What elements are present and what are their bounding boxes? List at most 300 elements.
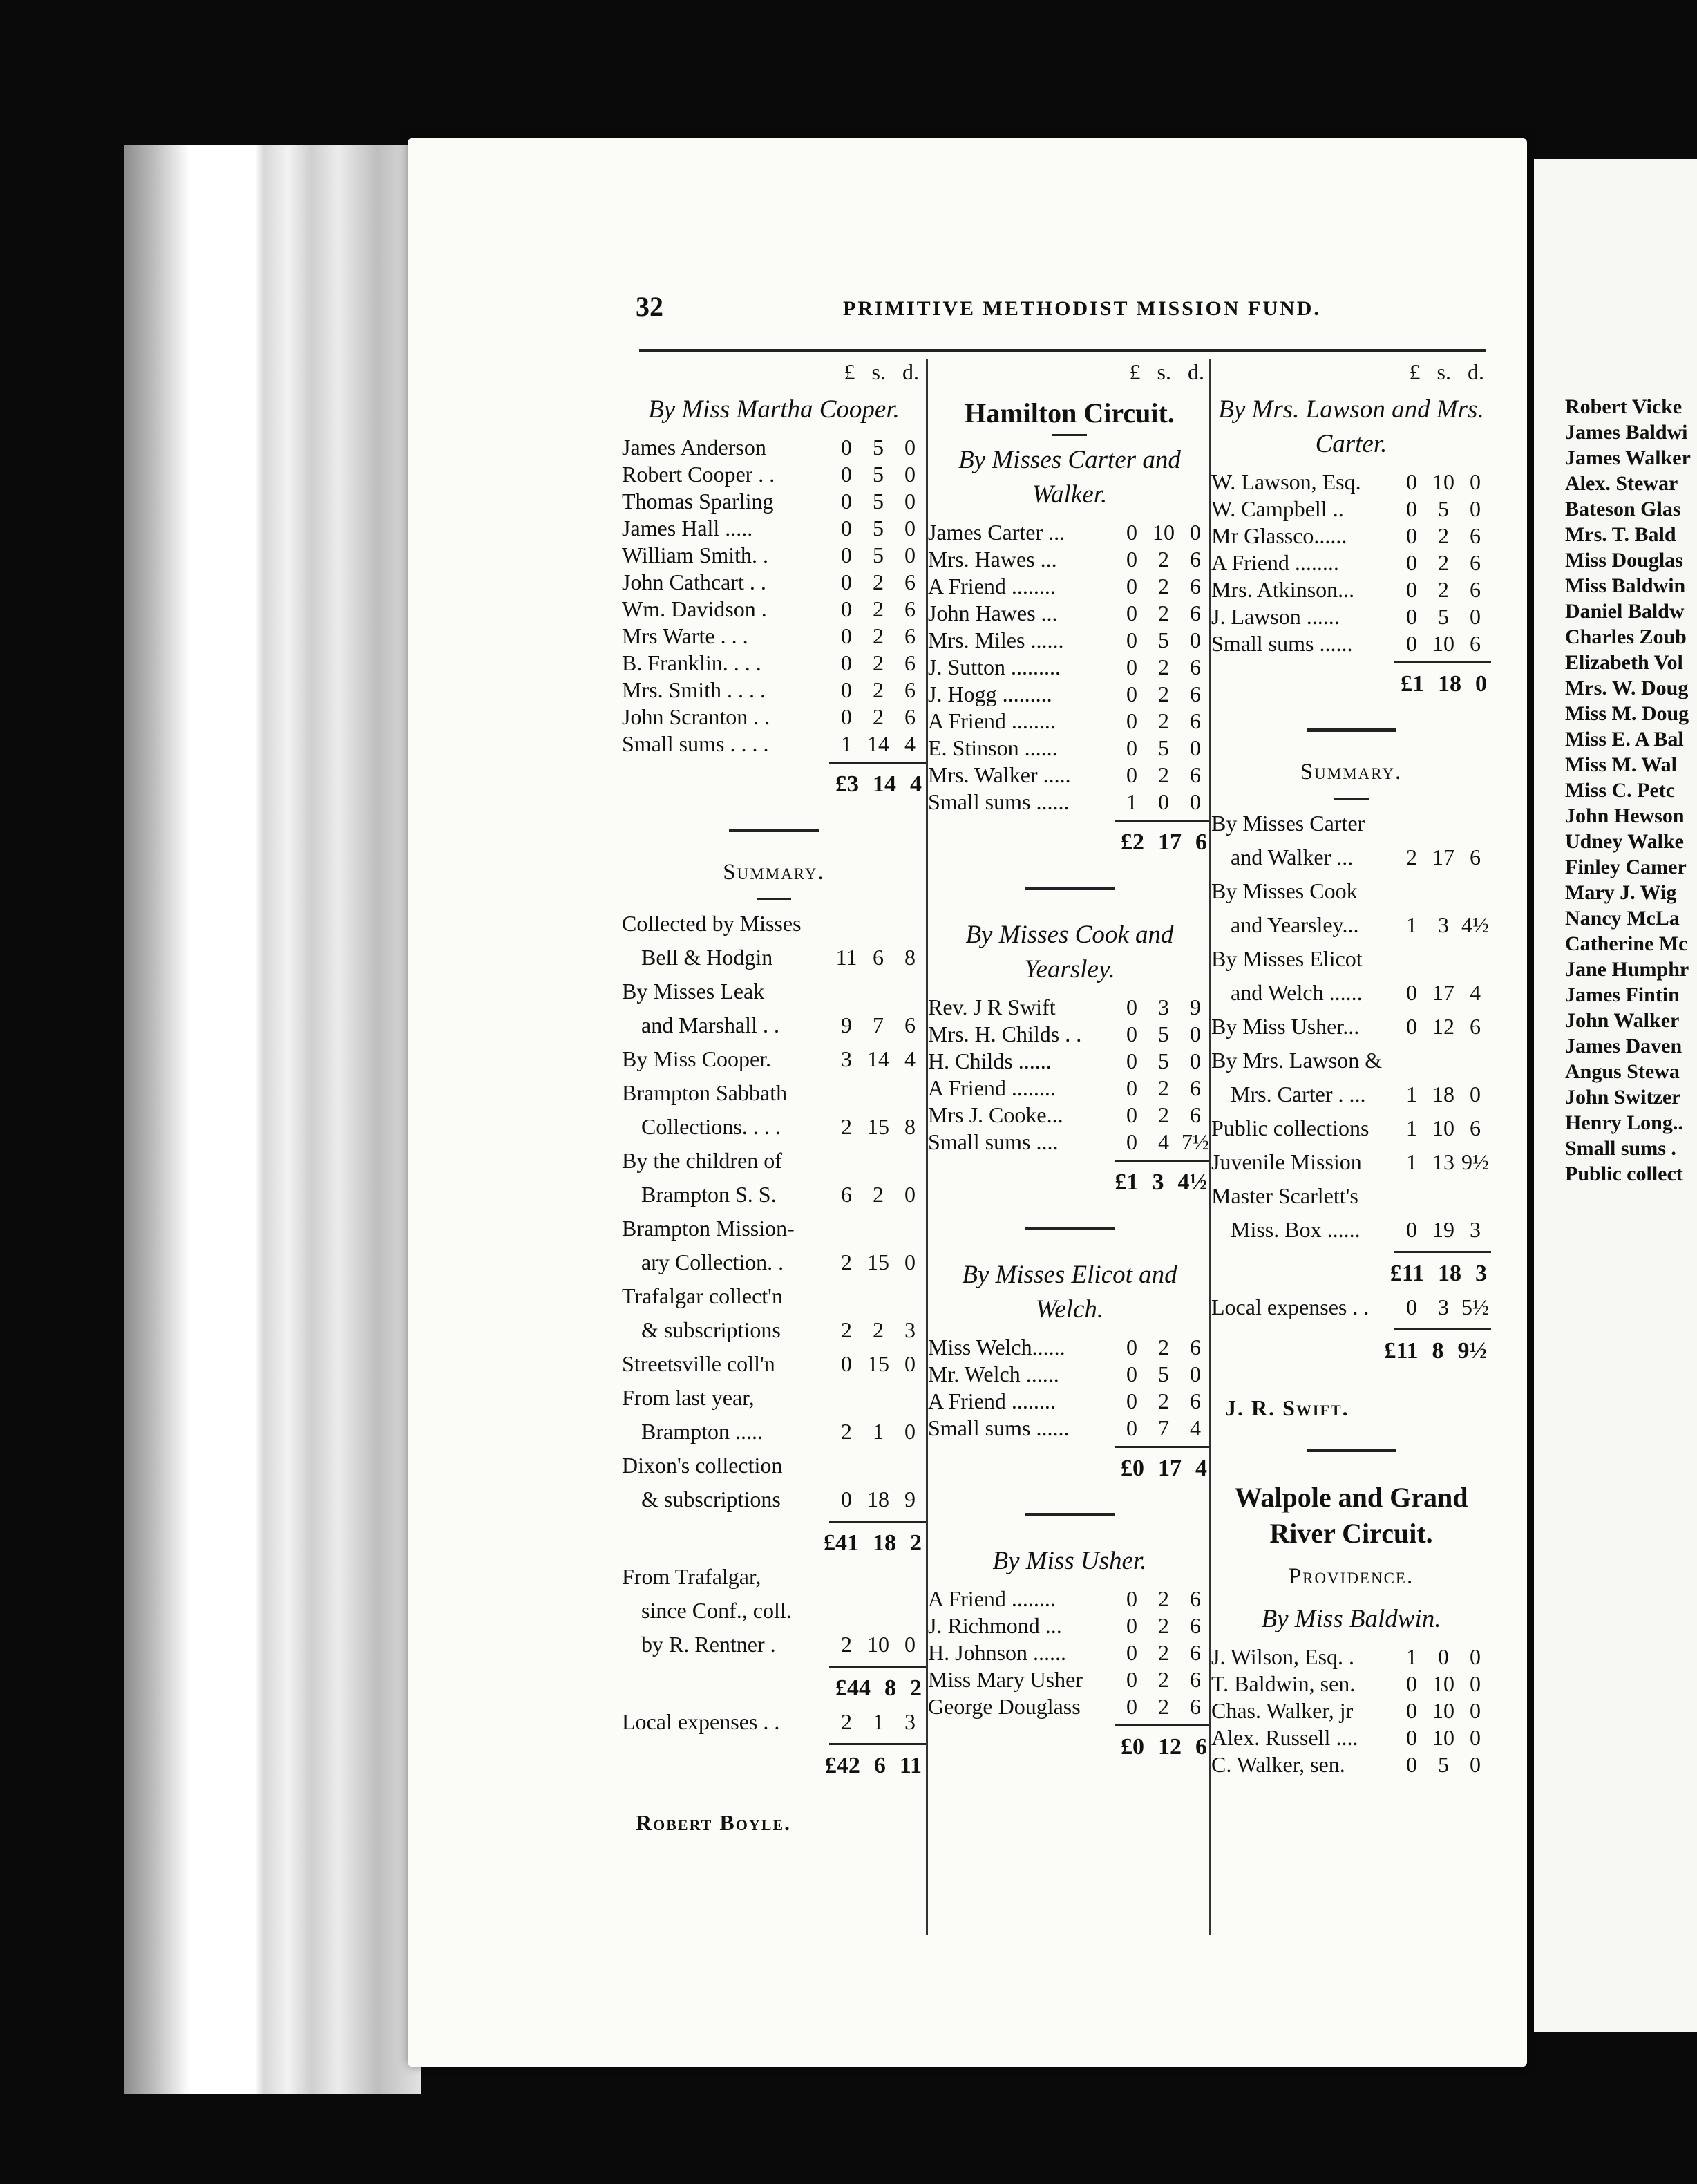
amount: 2 [1158, 601, 1169, 625]
page-number: 32 [636, 291, 663, 322]
list-item [928, 600, 1211, 627]
total-value: £11 [1390, 1261, 1424, 1286]
contributions-list [928, 1585, 1211, 1720]
total-value: 2 [910, 1675, 922, 1701]
final-total [1211, 1335, 1491, 1368]
amount: 6 [904, 650, 916, 675]
summary-label: Bell & Hodgin [641, 945, 773, 970]
amount: 0 [1406, 550, 1417, 575]
facing-page-list [1534, 159, 1697, 1187]
amount: 2 [873, 704, 884, 729]
amount: 0 [1406, 1295, 1417, 1319]
amount: 2 [1158, 1613, 1169, 1638]
contributor-name: Small sums ...... [928, 789, 1070, 814]
amount: 0 [1470, 604, 1481, 629]
amount: 0 [841, 596, 852, 621]
list-item [622, 731, 926, 757]
contributor-name: Rev. J R Swift [928, 995, 1056, 1019]
amount: 8 [904, 945, 916, 970]
section-total [928, 1731, 1211, 1764]
summary-item [622, 1705, 926, 1739]
amount: 18 [867, 1487, 889, 1512]
summary-item [622, 1347, 926, 1381]
contributor-name: John Scranton . . [622, 704, 770, 729]
list-item [622, 542, 926, 569]
amount: 0 [1126, 735, 1137, 760]
amount: 5 [1158, 1362, 1169, 1386]
facing-page-line: Mary J. Wig [1565, 881, 1677, 904]
amount: 0 [1126, 995, 1137, 1019]
contributor-name: J. Hogg ......... [928, 681, 1052, 706]
list-item [1211, 496, 1491, 523]
facing-page-line: John Switzer [1565, 1086, 1681, 1109]
total-value: £11 [1384, 1338, 1419, 1364]
contributor-name: H. Johnson ...... [928, 1640, 1067, 1665]
summary-label: Brampton ..... [641, 1419, 763, 1444]
amount: 0 [1470, 1698, 1481, 1723]
summary-label: Miss. Box ...... [1231, 1217, 1361, 1242]
amount: 0 [1126, 762, 1137, 787]
contributor-name: Mrs. Walker ..... [928, 762, 1071, 787]
contributor-name: Mr Glassco...... [1211, 523, 1347, 548]
contributor-name: C. Walker, sen. [1211, 1752, 1345, 1777]
amount: 6 [1190, 1694, 1201, 1719]
separator [729, 829, 819, 832]
total-value: £1 [1115, 1169, 1139, 1195]
summary-line: By the children of [622, 1148, 782, 1173]
list-item [622, 515, 926, 542]
list-item [928, 1666, 1211, 1693]
amount: 2 [1406, 845, 1417, 869]
amount: 13 [1432, 1149, 1454, 1174]
summary-label: Juvenile Mission [1211, 1149, 1362, 1174]
section-title: Providence. [1288, 1564, 1414, 1589]
amount: 0 [1190, 735, 1201, 760]
contributor-name: Chas. Walker, jr [1211, 1698, 1354, 1723]
amount: 10 [1432, 1698, 1454, 1723]
summary-list [1211, 807, 1491, 1247]
amount: 0 [1126, 1415, 1137, 1440]
list-item [622, 704, 926, 731]
amount: 0 [1126, 601, 1137, 625]
amount: 0 [1126, 1362, 1137, 1386]
amount: 0 [1438, 1644, 1449, 1669]
facing-page-line: Finley Camer [1565, 856, 1687, 878]
contributor-name: Mrs. Atkinson... [1211, 577, 1355, 602]
subtotal [622, 1672, 926, 1705]
collector-heading: By Miss Usher. [992, 1547, 1147, 1575]
amount: 2 [1158, 1586, 1169, 1611]
circuit-title: Walpole and Grand River Circuit. [1234, 1482, 1468, 1549]
contributor-name: Mrs Warte . . . [622, 623, 748, 648]
summary-label: Streetsville coll'n [622, 1351, 775, 1376]
amount: 5 [1438, 496, 1449, 521]
amount: 0 [904, 1632, 916, 1657]
list-item [1211, 549, 1491, 576]
facing-page-line: James Walker [1565, 446, 1691, 469]
list-item [928, 1102, 1211, 1129]
contributions-list [622, 434, 926, 757]
contributor-name: A Friend ........ [928, 1586, 1056, 1611]
local-expenses [1211, 1290, 1491, 1324]
amount: 5 [1158, 1048, 1169, 1073]
amount: 10 [867, 1632, 889, 1657]
sum-rule [829, 1521, 926, 1523]
list-item [1211, 603, 1491, 630]
total-value: 4 [1195, 1456, 1207, 1481]
summary-label: Brampton S. S. [641, 1182, 777, 1207]
amount: 0 [904, 543, 916, 567]
separator [1307, 1449, 1396, 1452]
list-item [622, 596, 926, 623]
total-value: 14 [873, 771, 896, 797]
amount: 6 [841, 1182, 852, 1207]
separator [1025, 887, 1115, 890]
amount: 0 [1406, 577, 1417, 602]
facing-page-line: Miss M. Wal [1565, 753, 1677, 776]
summary-item [1211, 1290, 1491, 1324]
total-value: 3 [1475, 1261, 1487, 1286]
contributor-name: James Hall ..... [622, 516, 753, 540]
amount: 10 [1432, 469, 1454, 494]
summary-label: By Miss Usher... [1211, 1014, 1360, 1039]
amount: 0 [1406, 523, 1417, 548]
amount: 6 [1190, 1667, 1201, 1692]
facing-page-line: Henry Long.. [1565, 1111, 1683, 1134]
section-total [622, 768, 926, 801]
amount: 7 [1158, 1415, 1169, 1440]
amount: 0 [1126, 1586, 1137, 1611]
amount: 1 [1406, 1082, 1417, 1107]
amount: 0 [1126, 1102, 1137, 1127]
contributor-name: Small sums . . . . [622, 731, 769, 756]
facing-page-line: Jane Humphr [1565, 958, 1689, 981]
total-value: 18 [1438, 671, 1461, 697]
amount: 9½ [1461, 1149, 1489, 1174]
amount: 0 [904, 435, 916, 460]
facing-page-line: Public collect [1565, 1162, 1683, 1185]
total-value: 12 [1158, 1734, 1182, 1760]
amount: 6 [904, 704, 916, 729]
dash [757, 898, 791, 900]
collector-heading: By Misses Carter and Walker. [958, 446, 1181, 509]
summary-item [622, 1110, 926, 1144]
facing-page-line: Miss Douglas [1565, 549, 1683, 572]
sum-rule [1394, 1328, 1491, 1330]
amount: 1 [873, 1419, 884, 1444]
contributor-name: Small sums ...... [1211, 631, 1353, 656]
amount: 0 [1190, 628, 1201, 652]
amount: 2 [1158, 1388, 1169, 1413]
page-title: PRIMITIVE METHODIST MISSION FUND. [843, 297, 1321, 320]
sum-rule [1394, 661, 1491, 663]
list-item [928, 654, 1211, 681]
amount: 0 [841, 677, 852, 702]
summary-label: Local expenses . . [1211, 1295, 1369, 1319]
amount: 9 [1190, 995, 1201, 1019]
amount: 0 [841, 623, 852, 648]
amount: 2 [1158, 1102, 1169, 1127]
amount: 0 [1126, 574, 1137, 599]
amount: 3 [1438, 912, 1449, 937]
amount: 0 [841, 1351, 852, 1376]
amount: 0 [1406, 1671, 1417, 1696]
contributor-name: J. Wilson, Esq. . [1211, 1644, 1355, 1669]
summary-item [622, 1628, 926, 1661]
amount: 6 [873, 945, 884, 970]
list-item [1211, 1697, 1491, 1724]
amount: 15 [867, 1114, 889, 1139]
amount: 0 [1406, 980, 1417, 1005]
header-rule [639, 349, 1486, 352]
contributor-name: A Friend ........ [928, 1388, 1056, 1413]
facing-page-line: Angus Stewa [1565, 1060, 1680, 1083]
amount: 3 [1158, 995, 1169, 1019]
collector-heading: By Misses Cook and Yearsley. [965, 921, 1174, 983]
facing-page-line: John Hewson [1565, 804, 1685, 827]
amount: 6 [1190, 1335, 1201, 1359]
amount: 6 [1470, 845, 1481, 869]
subtotal [622, 1527, 926, 1560]
amount: 17 [1432, 845, 1454, 869]
amount: 0 [904, 516, 916, 540]
amount: 0 [1126, 1613, 1137, 1638]
total-value: £42 [824, 1753, 860, 1778]
facing-page-line: Charles Zoub [1565, 625, 1687, 648]
amount: 0 [904, 1351, 916, 1376]
list-item [928, 573, 1211, 600]
summary-item [622, 1313, 926, 1347]
amount: 2 [873, 623, 884, 648]
contributor-name: A Friend ........ [1211, 550, 1339, 575]
summary-line: since Conf., coll. [641, 1598, 792, 1623]
amount: 4 [1470, 980, 1481, 1005]
contributor-name: E. Stinson ...... [928, 735, 1058, 760]
total-value: £0 [1121, 1734, 1144, 1760]
amount: 0 [1406, 1698, 1417, 1723]
amount: 0 [904, 1419, 916, 1444]
contributor-name: H. Childs ...... [928, 1048, 1052, 1073]
contributor-name: W. Campbell .. [1211, 496, 1344, 521]
summary-label: Mrs. Carter . ... [1231, 1082, 1366, 1107]
amount: 0 [1126, 1075, 1137, 1100]
amount: 2 [873, 596, 884, 621]
contributor-name: Mr. Welch ...... [928, 1362, 1059, 1386]
amount: 0 [841, 1487, 852, 1512]
amount: 6 [1190, 574, 1201, 599]
contributor-name: Miss Welch...... [928, 1335, 1065, 1359]
amount: 6 [1190, 681, 1201, 706]
contributor-name: Miss Mary Usher [928, 1667, 1083, 1692]
amount: 1 [1406, 1644, 1417, 1669]
separator [1025, 1513, 1115, 1516]
amount: 15 [867, 1351, 889, 1376]
amount: 2 [873, 677, 884, 702]
total-value: 4 [910, 771, 922, 797]
contributor-name: W. Lawson, Esq. [1211, 469, 1361, 494]
amount: 2 [1158, 1694, 1169, 1719]
amount: 6 [1190, 547, 1201, 572]
total-value: £44 [835, 1675, 871, 1701]
summary-line: Brampton Sabbath [622, 1080, 788, 1105]
summary-line: Master Scarlett's [1211, 1183, 1358, 1208]
contributor-name: Robert Cooper . . [622, 462, 775, 487]
total-value: £0 [1121, 1456, 1144, 1481]
facing-page-line: Udney Walke [1565, 830, 1684, 853]
amount: 5 [1158, 1022, 1169, 1046]
list-item [622, 434, 926, 461]
amount: 2 [1158, 1075, 1169, 1100]
list-item [928, 1021, 1211, 1048]
amount: 11 [835, 945, 857, 970]
amount: 2 [1158, 547, 1169, 572]
contributor-name: James Carter ... [928, 520, 1065, 545]
collector-heading: By Mrs. Lawson and Mrs. Carter. [1218, 395, 1484, 458]
amount: 1 [1406, 1149, 1417, 1174]
amount: 0 [1126, 1048, 1137, 1073]
amount: 6 [904, 569, 916, 594]
amount: 2 [873, 1182, 884, 1207]
summary-label: and Walker ... [1231, 845, 1354, 869]
summary-line: Collected by Misses [622, 911, 802, 936]
amount: 4 [1158, 1129, 1169, 1154]
amount: 4 [904, 1046, 916, 1071]
total-value: £1 [1401, 671, 1424, 697]
facing-page-line: Mrs. W. Doug [1565, 677, 1689, 699]
contributor-name: Mrs J. Cooke... [928, 1102, 1063, 1127]
amount: 0 [841, 435, 852, 460]
list-item [928, 681, 1211, 708]
facing-page-line: Daniel Baldw [1565, 600, 1685, 623]
amount: 3 [904, 1317, 916, 1342]
facing-page-line: James Baldwi [1565, 421, 1688, 444]
amount: 0 [1126, 1640, 1137, 1665]
contributor-name: Mrs. Hawes ... [928, 547, 1057, 572]
amount: 0 [1190, 1048, 1201, 1073]
summary-label: and Welch ...... [1231, 980, 1363, 1005]
collector-heading: By Miss Baldwin. [1261, 1605, 1441, 1633]
sum-rule [1115, 1160, 1211, 1162]
amount: 10 [1153, 520, 1175, 545]
amount: 6 [1470, 550, 1481, 575]
amount: 5 [873, 516, 884, 540]
amount: 6 [1190, 1640, 1201, 1665]
contributor-name: J. Richmond ... [928, 1613, 1062, 1638]
summary-label: Public collections [1211, 1115, 1369, 1140]
contributor-name: A Friend ........ [928, 708, 1056, 733]
amount: 0 [1470, 469, 1481, 494]
amount: 2 [841, 1317, 852, 1342]
sum-rule [829, 1666, 926, 1668]
summary-label: By Miss Cooper. [622, 1046, 772, 1071]
section-total [928, 1166, 1211, 1199]
amount: 0 [841, 569, 852, 594]
amount: 17 [1432, 980, 1454, 1005]
summary-label: & subscriptions [641, 1317, 781, 1342]
sum-rule [1394, 1251, 1491, 1253]
contributor-name: J. Sutton ......... [928, 655, 1061, 679]
sum-rule [829, 762, 926, 764]
summary-line: By Mrs. Lawson & [1211, 1048, 1383, 1073]
list-item [928, 1388, 1211, 1415]
signature: Robert Boyle. [636, 1810, 792, 1835]
amount: 3 [1470, 1217, 1481, 1242]
summary-item [1211, 1010, 1491, 1044]
amount: 9 [904, 1487, 916, 1512]
amount: 6 [904, 623, 916, 648]
list-item [1211, 630, 1491, 657]
summary-item [622, 1415, 926, 1449]
amount: 2 [841, 1250, 852, 1274]
summary-item [1211, 976, 1491, 1010]
amount: 0 [1470, 1752, 1481, 1777]
amount: 6 [1470, 577, 1481, 602]
contributor-name: Small sums ...... [928, 1415, 1070, 1440]
sum-rule [1115, 1724, 1211, 1726]
summary-item [622, 941, 926, 975]
contributor-name: T. Baldwin, sen. [1211, 1671, 1356, 1696]
column-2 [926, 359, 1211, 1935]
amount: 0 [904, 1182, 916, 1207]
amount: 10 [1432, 1671, 1454, 1696]
currency-header: £ s. d. [844, 359, 919, 384]
amount: 1 [1406, 912, 1417, 937]
amount: 0 [1126, 1694, 1137, 1719]
amount: 0 [1190, 1362, 1201, 1386]
total-value: 17 [1158, 829, 1182, 855]
list-item [622, 461, 926, 488]
list-item [928, 1693, 1211, 1720]
amount: 0 [904, 1250, 916, 1274]
total-value: £2 [1121, 829, 1144, 855]
amount: 0 [1158, 789, 1169, 814]
amount: 0 [841, 704, 852, 729]
amount: 2 [1438, 577, 1449, 602]
trafalgar-entry [622, 1560, 926, 1661]
sum-rule [1115, 1446, 1211, 1448]
summary-item [1211, 1145, 1491, 1179]
amount: 0 [1126, 1335, 1137, 1359]
amount: 2 [841, 1114, 852, 1139]
amount: 0 [1406, 1014, 1417, 1039]
list-item [928, 708, 1211, 735]
amount: 5 [873, 543, 884, 567]
section-total [928, 1452, 1211, 1485]
contributor-name: James Anderson [622, 435, 766, 460]
list-item [928, 1048, 1211, 1075]
list-item [928, 762, 1211, 789]
summary-label: & subscriptions [641, 1487, 781, 1512]
amount: 3 [841, 1046, 852, 1071]
amount: 0 [1126, 628, 1137, 652]
list-item [1211, 1751, 1491, 1778]
amount: 7 [873, 1013, 884, 1037]
contributor-name: John Hawes ... [928, 601, 1058, 625]
summary-line: From last year, [622, 1385, 755, 1410]
amount: 0 [1406, 1752, 1417, 1777]
amount: 2 [1158, 1667, 1169, 1692]
amount: 0 [1470, 1644, 1481, 1669]
amount: 6 [1190, 1102, 1201, 1127]
amount: 2 [841, 1419, 852, 1444]
facing-page-line: James Daven [1565, 1035, 1682, 1057]
amount: 6 [1190, 1075, 1201, 1100]
amount: 2 [1158, 681, 1169, 706]
list-item [928, 1415, 1211, 1442]
column-1 [622, 359, 926, 1935]
amount: 12 [1432, 1014, 1454, 1039]
contributions-list [928, 994, 1211, 1156]
